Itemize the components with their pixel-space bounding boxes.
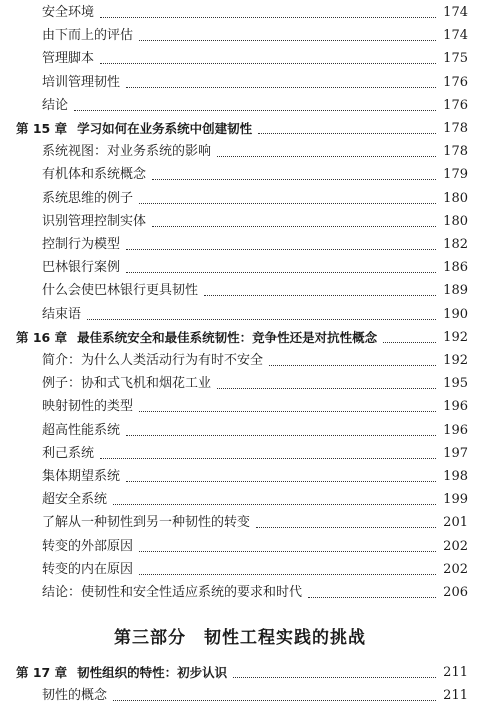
dot-leader: [269, 365, 436, 366]
toc-page-number: 174: [443, 28, 468, 43]
toc-section-entry[interactable]: [0, 26, 480, 46]
toc-page-number: 190: [443, 307, 468, 322]
toc-section-entry[interactable]: [0, 165, 480, 185]
toc-entry-title: 例子：协和式飞机和烟花工业: [42, 376, 212, 391]
toc-chapter-entry[interactable]: [0, 328, 480, 348]
toc-entry-title: 了解从一种韧性到另一种韧性的转变: [42, 515, 251, 530]
toc-page-number: 179: [443, 167, 468, 182]
toc-entry-title: 超高性能系统: [42, 423, 121, 438]
toc-page-number: 178: [443, 144, 468, 159]
toc-entry-title: 转变的外部原因: [42, 539, 134, 554]
toc-entry-title: 结论：使韧性和安全性适应系统的要求和时代: [42, 585, 303, 600]
toc-page-number: 195: [443, 376, 468, 391]
dot-leader: [126, 272, 436, 273]
toc-section-entry[interactable]: [0, 513, 480, 533]
toc-section-entry[interactable]: [0, 444, 480, 464]
toc-entry-title: 最佳系统安全和最佳系统韧性：竞争性还是对抗性概念: [77, 330, 378, 345]
toc-section-entry[interactable]: [0, 258, 480, 278]
toc-entry-title: 简介：为什么人类活动行为有时不安全: [42, 353, 264, 368]
toc-page-number: 192: [443, 353, 468, 368]
toc-entry-title: 巴林银行案例: [42, 260, 121, 275]
toc-entry-title: 结论: [42, 98, 69, 113]
toc-entry-title: 安全环境: [42, 5, 95, 20]
toc-page-number: 175: [443, 51, 468, 66]
toc-page-number: 192: [443, 330, 468, 345]
toc-entry-title: 转变的内在原因: [42, 562, 134, 577]
toc-entry-title: 韧性的概念: [42, 688, 108, 703]
toc-section-entry[interactable]: [0, 351, 480, 371]
dot-leader: [126, 481, 436, 482]
toc-section-entry[interactable]: [0, 490, 480, 510]
dot-leader: [217, 156, 436, 157]
dot-leader: [233, 677, 436, 678]
toc-page-number: 198: [443, 469, 468, 484]
dot-leader: [139, 40, 436, 41]
dot-leader: [139, 411, 436, 412]
toc-section-entry[interactable]: [0, 73, 480, 93]
dot-leader: [113, 700, 436, 701]
dot-leader: [152, 179, 436, 180]
toc-entry-title: 集体期望系统: [42, 469, 121, 484]
toc-section-entry[interactable]: [0, 421, 480, 441]
toc-section-entry[interactable]: [0, 397, 480, 417]
toc-page-number: 189: [443, 283, 468, 298]
toc-section-entry[interactable]: [0, 49, 480, 69]
toc-entry-title: 学习如何在业务系统中创建韧性: [77, 121, 253, 136]
chapter-number: 第 16 章: [16, 330, 68, 345]
toc-page-number: 176: [443, 75, 468, 90]
dot-leader: [139, 203, 436, 204]
toc-entry-title: 识别管理控制实体: [42, 214, 147, 229]
toc-page-number: 211: [443, 665, 468, 680]
dot-leader: [113, 504, 436, 505]
toc-section-entry[interactable]: [0, 235, 480, 255]
dot-leader: [308, 597, 436, 598]
dot-leader: [126, 435, 436, 436]
toc-entry-title: 控制行为模型: [42, 237, 121, 252]
toc-entry-title: 有机体和系统概念: [42, 167, 147, 182]
dot-leader: [204, 295, 436, 296]
chapter-number: 第 17 章: [16, 665, 68, 680]
toc-entry-title: 超安全系统: [42, 492, 108, 507]
dot-leader: [139, 574, 436, 575]
toc-section-entry[interactable]: [0, 281, 480, 301]
toc-entry-title: 由下而上的评估: [42, 28, 134, 43]
toc-page-number: 202: [443, 539, 468, 554]
toc-chapter-entry[interactable]: [0, 663, 480, 683]
dot-leader: [258, 133, 436, 134]
dot-leader: [74, 110, 436, 111]
toc-entry-title: 系统思维的例子: [42, 191, 134, 206]
toc-section-entry[interactable]: [0, 537, 480, 557]
dot-leader: [126, 87, 436, 88]
toc-page-number: 186: [443, 260, 468, 275]
toc-page-number: 196: [443, 423, 468, 438]
dot-leader: [256, 527, 436, 528]
toc-page-number: 180: [443, 191, 468, 206]
toc-entry-title: 映射韧性的类型: [42, 399, 134, 414]
part-heading: 第三部分 韧性工程实践的挑战: [114, 628, 366, 648]
toc-page-number: 196: [443, 399, 468, 414]
toc-page-number: 180: [443, 214, 468, 229]
dot-leader: [217, 388, 436, 389]
chapter-number: 第 15 章: [16, 121, 68, 136]
toc-page-number: 178: [443, 121, 468, 136]
toc-entry-title: 韧性组织的特性：初步认识: [77, 665, 228, 680]
toc-page-number: 211: [443, 688, 468, 703]
dot-leader: [139, 551, 436, 552]
toc-page-number: 201: [443, 515, 468, 530]
toc-page-number: 176: [443, 98, 468, 113]
toc-section-entry[interactable]: [0, 3, 480, 23]
toc-chapter-entry[interactable]: [0, 119, 480, 139]
toc-page-number: 199: [443, 492, 468, 507]
dot-leader: [100, 63, 436, 64]
toc-section-entry[interactable]: [0, 374, 480, 394]
toc-section-entry[interactable]: [0, 96, 480, 116]
dot-leader: [100, 17, 436, 18]
dot-leader: [87, 319, 436, 320]
toc-section-entry[interactable]: [0, 583, 480, 603]
toc-section-entry[interactable]: [0, 189, 480, 209]
toc-section-entry[interactable]: [0, 212, 480, 232]
toc-entry-title: 结束语: [42, 307, 82, 322]
toc-page-number: 182: [443, 237, 468, 252]
dot-leader: [126, 249, 436, 250]
toc-entry-title: 培训管理韧性: [42, 75, 121, 90]
toc-entry-title: 什么会使巴林银行更具韧性: [42, 283, 199, 298]
toc-section-entry[interactable]: [0, 467, 480, 487]
dot-leader: [100, 458, 436, 459]
toc-entry-title: 利己系统: [42, 446, 95, 461]
toc-page-number: 206: [443, 585, 468, 600]
toc-entry-title: 管理脚本: [42, 51, 95, 66]
toc-section-entry[interactable]: [0, 142, 480, 162]
dot-leader: [383, 342, 436, 343]
dot-leader: [152, 226, 436, 227]
toc-entry-title: 系统视图：对业务系统的影响: [42, 144, 212, 159]
toc-page-number: 202: [443, 562, 468, 577]
toc-page-number: 174: [443, 5, 468, 20]
toc-section-entry[interactable]: [0, 305, 480, 325]
toc-section-entry[interactable]: [0, 560, 480, 580]
toc-page-number: 197: [443, 446, 468, 461]
toc-section-entry[interactable]: [0, 686, 480, 706]
